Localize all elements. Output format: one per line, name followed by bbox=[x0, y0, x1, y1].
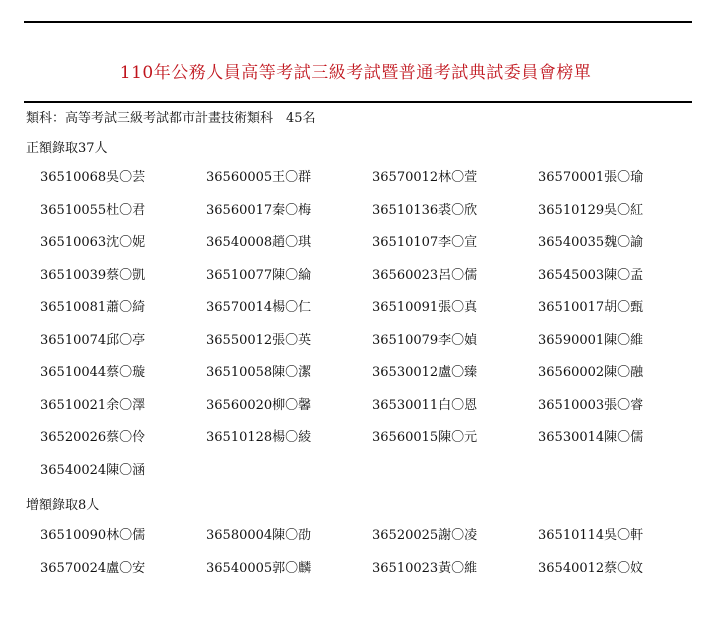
additional-admission-list bbox=[40, 520, 704, 585]
candidate-entry: 36510003張〇睿 bbox=[538, 397, 644, 413]
candidate-entry: 36590001陳〇維 bbox=[538, 332, 644, 348]
candidate-entry: 36530012盧〇臻 bbox=[372, 365, 478, 381]
candidate-entry: 36545003陳〇孟 bbox=[538, 267, 644, 283]
candidate-entry: 36510023黃〇維 bbox=[372, 560, 478, 576]
top-divider bbox=[24, 21, 692, 23]
candidate-entry: 36560017秦〇梅 bbox=[206, 202, 312, 218]
candidate-entry: 36560005王〇群 bbox=[206, 170, 312, 186]
candidate-entry: 36570024盧〇安 bbox=[40, 560, 146, 576]
candidate-entry: 36510068吳〇芸 bbox=[40, 170, 146, 186]
candidate-entry: 36570012林〇萱 bbox=[372, 170, 478, 186]
candidate-entry: 36510055杜〇君 bbox=[40, 202, 146, 218]
candidate-entry: 36560020柳〇馨 bbox=[206, 397, 312, 413]
candidate-entry: 36510021余〇澤 bbox=[40, 397, 146, 413]
candidate-entry: 36510039蔡〇凱 bbox=[40, 267, 146, 283]
candidate-entry: 36540035魏〇諭 bbox=[538, 235, 644, 251]
category-line: 類科：高等考試三級考試都市計畫技術類科 45名 bbox=[26, 111, 316, 126]
candidate-entry: 36550012張〇英 bbox=[206, 332, 312, 348]
candidate-entry: 36560002陳〇融 bbox=[538, 365, 644, 381]
candidate-entry: 36540024陳〇涵 bbox=[40, 462, 146, 478]
candidate-entry: 36540012蔡〇妏 bbox=[538, 560, 644, 576]
candidate-entry: 36510090林〇儒 bbox=[40, 528, 146, 544]
candidate-entry: 36570014楊〇仁 bbox=[206, 300, 312, 316]
candidate-entry: 36560023呂〇儒 bbox=[372, 267, 478, 283]
page-title: 110年公務人員高等考試三級考試暨普通考試典試委員會榜單 bbox=[119, 63, 592, 83]
regular-admission-list bbox=[40, 162, 704, 487]
candidate-entry: 36510107李〇宣 bbox=[372, 235, 478, 251]
candidate-entry: 36530014陳〇儒 bbox=[538, 430, 644, 446]
candidate-entry: 36520026蔡〇伶 bbox=[40, 430, 146, 446]
candidate-entry: 36510077陳〇綸 bbox=[206, 267, 312, 283]
candidate-entry: 36530011白〇恩 bbox=[372, 397, 478, 413]
candidate-entry: 36510128楊〇綾 bbox=[206, 430, 312, 446]
candidate-entry: 36510136裘〇欣 bbox=[372, 202, 478, 218]
candidate-entry: 36510017胡〇甄 bbox=[538, 300, 644, 316]
section-heading-regular: 正額錄取37人 bbox=[26, 141, 108, 156]
candidate-entry: 36510129吳〇紅 bbox=[538, 202, 644, 218]
candidate-entry: 36560015陳〇元 bbox=[372, 430, 478, 446]
candidate-entry: 36580004陳〇劭 bbox=[206, 528, 312, 544]
candidate-entry: 36510074邱〇亭 bbox=[40, 332, 146, 348]
candidate-entry: 36510091張〇真 bbox=[372, 300, 478, 316]
candidate-entry: 36540005郭〇麟 bbox=[206, 560, 312, 576]
candidate-entry: 36510081蕭〇綺 bbox=[40, 300, 146, 316]
candidate-entry: 36510114吳〇軒 bbox=[538, 528, 644, 544]
candidate-entry: 36510063沈〇妮 bbox=[40, 235, 146, 251]
candidate-entry: 36570001張〇瑜 bbox=[538, 170, 644, 186]
section-heading-additional: 增額錄取8人 bbox=[26, 498, 100, 513]
candidate-entry: 36510079李〇媜 bbox=[372, 332, 478, 348]
title-divider bbox=[24, 101, 692, 103]
candidate-entry: 36510058陳〇潔 bbox=[206, 365, 312, 381]
candidate-entry: 36540008趙〇琪 bbox=[206, 235, 312, 251]
candidate-entry: 36520025謝〇凌 bbox=[372, 528, 478, 544]
candidate-entry: 36510044蔡〇璇 bbox=[40, 365, 146, 381]
